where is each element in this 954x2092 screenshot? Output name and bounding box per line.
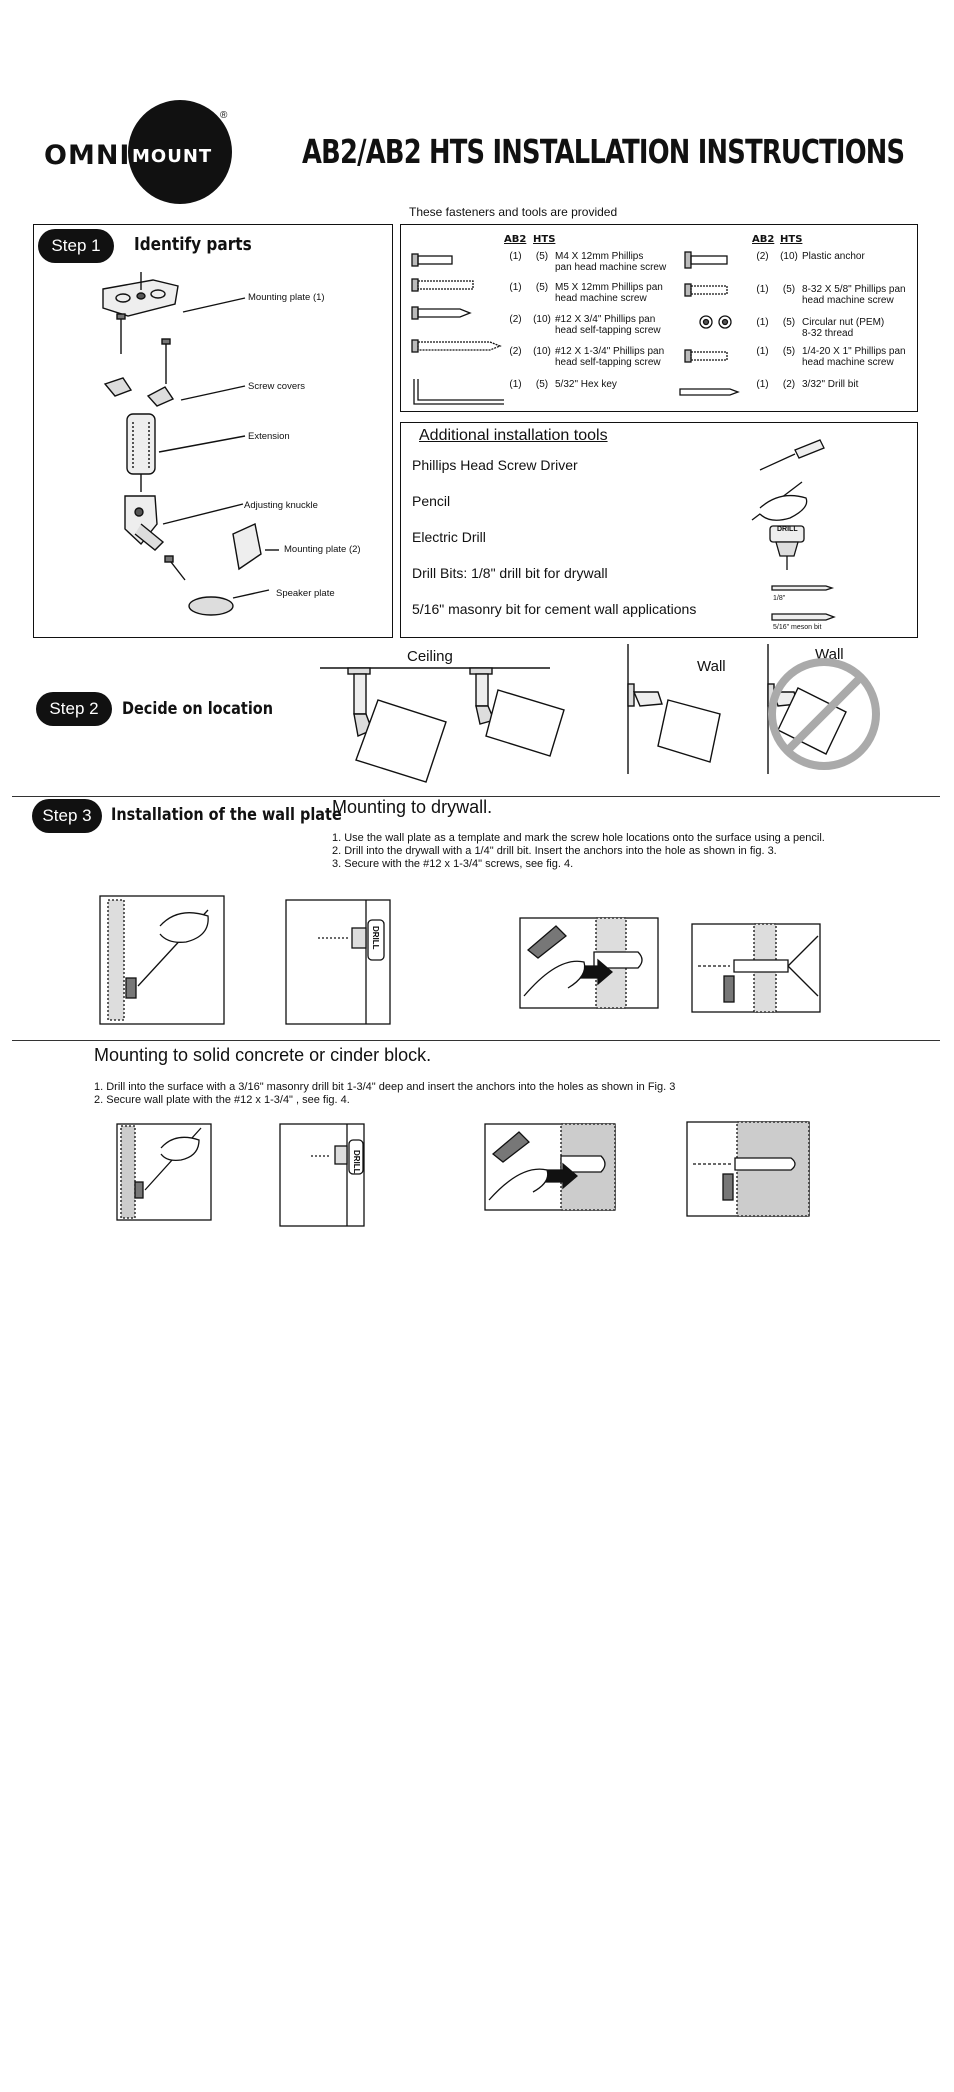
drywall-step-2: 2. Drill into the drywall with a 1/4" drill bit. Insert the anchors into the hole as shown in fig. 3. [332, 845, 777, 857]
concrete-title: Mounting to solid concrete or cinder block. [94, 1045, 432, 1065]
logo-text-mount: MOUNT [132, 146, 213, 167]
step2-heading: Decide on location [122, 699, 274, 719]
drywall-step-3: 3. Secure with the #12 x 1-3/4" screws, see fig. 4. [332, 858, 574, 870]
qty-hts: (2) [782, 379, 796, 390]
label-adjusting-knuckle: Adjusting knuckle [244, 500, 318, 511]
qty-hts: (5) [535, 379, 549, 390]
fastener-desc: #12 X 1-3/4" Phillips pan head self-tapping screw [555, 346, 665, 368]
step3-pill: Step 3 [32, 799, 102, 833]
qty-ab2: (1) [509, 251, 522, 262]
fastener-desc: 8-32 X 5/8" Phillips pan head machine screw [802, 284, 906, 306]
concrete-drill-label: DRILL [352, 1150, 361, 1174]
label-wall-1: Wall [697, 658, 726, 675]
fastener-desc: M4 X 12mm Phillips pan head machine screw [555, 251, 667, 273]
fastener-row-left-1 [502, 251, 675, 273]
divider-concrete [12, 1040, 940, 1041]
fastener-row-right-2 [749, 284, 922, 306]
tool-drill-bits: Drill Bits: 1/8" drill bit for drywall [412, 565, 608, 581]
fastener-row-left-4 [502, 346, 675, 368]
qty-hts: (5) [782, 346, 796, 357]
registered-mark: ® [220, 110, 228, 121]
col-ab2-right: AB2 [752, 234, 775, 245]
fastener-desc: 1/4-20 X 1" Phillips pan head machine screw [802, 346, 906, 368]
label-speaker-plate: Speaker plate [276, 588, 335, 599]
label-ceiling: Ceiling [407, 648, 453, 665]
drywall-title: Mounting to drywall. [332, 797, 493, 817]
step2-pill: Step 2 [36, 692, 112, 726]
col-hts-left: HTS [533, 234, 556, 245]
fastener-desc: 3/32" Drill bit [802, 379, 859, 390]
tool-screwdriver: Phillips Head Screw Driver [412, 457, 578, 473]
qty-hts: (10) [533, 314, 551, 325]
qty-hts: (5) [782, 284, 796, 295]
parts-illustration [33, 224, 393, 638]
qty-hts: (5) [782, 317, 796, 328]
fastener-desc: M5 X 12mm Phillips pan head machine screw [555, 282, 663, 304]
drywall-figures [98, 896, 828, 1031]
concrete-figures [115, 1120, 825, 1230]
label-extension: Extension [248, 431, 290, 442]
qty-ab2: (2) [756, 251, 769, 262]
step1-pill: Step 1 [38, 229, 114, 263]
qty-ab2: (1) [756, 284, 769, 295]
label-wall-2: Wall [815, 646, 844, 663]
page-title: AB2/AB2 HTS INSTALLATION INSTRUCTIONS [302, 132, 905, 171]
tools-heading: Additional installation tools [419, 427, 608, 444]
col-ab2-left: AB2 [504, 234, 527, 245]
fastener-row-right-3 [749, 317, 922, 339]
fastener-row-left-5 [502, 379, 675, 390]
concrete-step-2: 2. Secure wall plate with the #12 x 1-3/4" , see fig. 4. [94, 1094, 350, 1106]
bit-label-1: 1/8" [773, 595, 786, 602]
drywall-steps [332, 832, 825, 871]
fastener-desc: 5/32" Hex key [555, 379, 617, 390]
qty-hts: (5) [535, 251, 549, 262]
concrete-steps [94, 1081, 675, 1107]
concrete-step-1: 1. Drill into the surface with a 3/16" masonry drill bit 1-3/4" deep and insert the anchors into the holes as shown in Fig. 3 [94, 1081, 676, 1093]
step1-heading: Identify parts [134, 234, 252, 255]
tool-electric-drill: Electric Drill [412, 529, 486, 545]
tool-pencil: Pencil [412, 493, 451, 509]
fastener-row-right-5 [749, 379, 922, 390]
qty-hts: (10) [533, 346, 551, 357]
fastener-row-left-2 [502, 282, 675, 304]
label-screw-covers: Screw covers [248, 381, 306, 392]
qty-ab2: (2) [509, 314, 522, 325]
logo-text-omni: OMNI [44, 140, 131, 171]
qty-ab2: (1) [756, 346, 769, 357]
qty-hts: (5) [535, 282, 549, 293]
qty-ab2: (1) [509, 282, 522, 293]
drill-label: DRILL [777, 526, 798, 533]
fastener-row-right-1 [749, 251, 922, 262]
qty-ab2: (1) [509, 379, 522, 390]
drywall-step-1: 1. Use the wall plate as a template and mark the screw hole locations onto the surface using a pencil. [332, 832, 825, 844]
bit-label-2: 5/16" meson bit [773, 624, 822, 631]
fastener-desc: #12 X 3/4" Phillips pan head self-tapping screw [555, 314, 661, 336]
label-mounting-plate-1: Mounting plate (1) [248, 292, 325, 303]
tool-masonry-bit: 5/16" masonry bit for cement wall applications [412, 601, 697, 617]
tools-illustration [740, 438, 840, 634]
qty-hts: (10) [780, 251, 798, 262]
drywall-drill-label: DRILL [371, 926, 380, 950]
location-illustration [318, 644, 918, 786]
step3-heading: Installation of the wall plate [111, 805, 342, 825]
col-hts-right: HTS [780, 234, 803, 245]
fasteners-caption: These fasteners and tools are provided [409, 205, 618, 219]
qty-ab2: (1) [756, 317, 769, 328]
qty-ab2: (1) [756, 379, 769, 390]
fastener-row-left-3 [502, 314, 675, 336]
fastener-row-right-4 [749, 346, 922, 368]
fastener-desc: Circular nut (PEM) 8-32 thread [802, 317, 885, 339]
qty-ab2: (2) [509, 346, 522, 357]
fastener-desc: Plastic anchor [802, 251, 865, 262]
label-mounting-plate-2: Mounting plate (2) [284, 544, 361, 555]
